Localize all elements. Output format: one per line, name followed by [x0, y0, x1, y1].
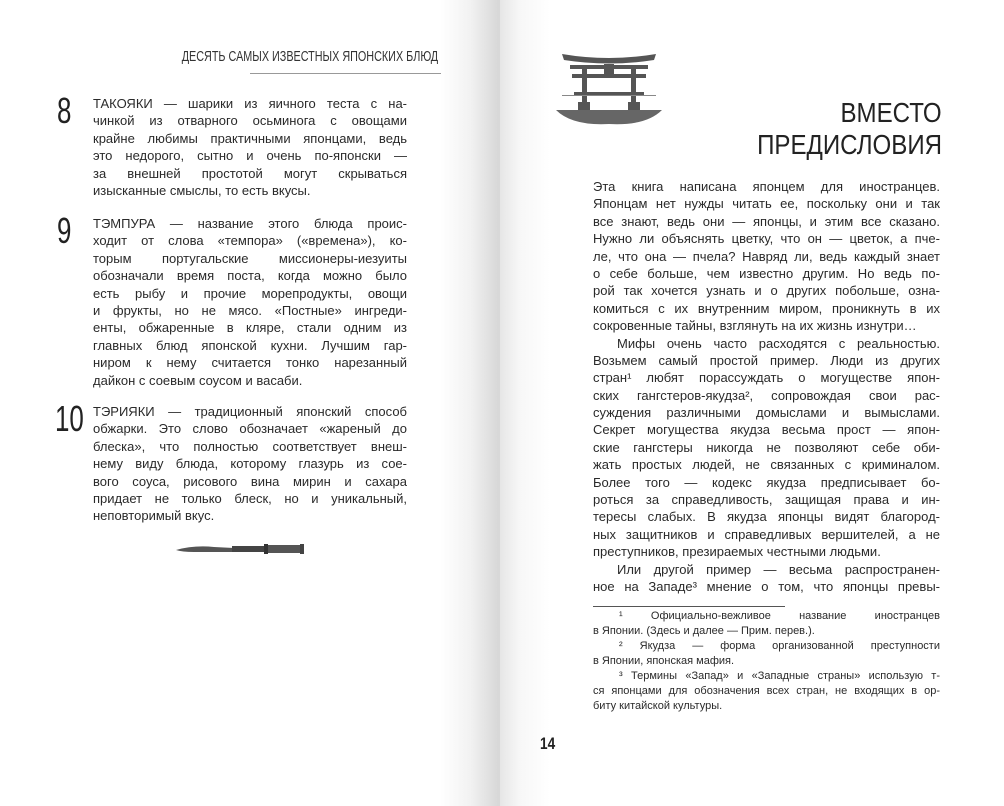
text-line: Более того — кодекс якудза предписывает бо- — [593, 474, 940, 490]
text-line: Нужно ли объяснять цветку, что он — цветок, а пче- — [593, 231, 940, 247]
text-line: Японцам нет нужды читать ее, поскольку они и так — [593, 196, 940, 212]
text-line: это недорого, сытно и очень по-японски — — [93, 148, 407, 164]
footnote-line: в Японии. (Здесь и далее — Прим. перев.). — [593, 625, 815, 637]
body-text — [593, 178, 940, 595]
text-line: обозначали время поста, когда можно было — [93, 268, 407, 284]
text-line: неповторимый вкус. — [93, 508, 215, 524]
footnote-line: биту китайской культуры. — [593, 700, 723, 712]
text-line: о себе больше, чем известно другим. Но ведь по- — [593, 265, 940, 281]
text-line: есть рыбу и прочие морепродукты, овощи — [93, 285, 407, 301]
text-line: блеска», что полностью соответствует внеш- — [93, 438, 407, 454]
text-line: чинкой из отварного осьминога с овощами — [93, 113, 407, 129]
text-line: жать простых людей, не связанных с криминалом. — [593, 457, 940, 473]
dish-description — [93, 95, 407, 199]
text-line: ских гангстеров-якудза², сопровождая свои рас- — [593, 387, 940, 403]
text-line: крайне любимы практичными японцами, ведь — [93, 130, 407, 146]
text-line: стран¹ любят порассуждать о могуществе япон- — [593, 370, 940, 386]
footnote-line: ся японцами для обозначения всех стран, не входящих в ор- — [593, 685, 940, 697]
text-line: ных защитников и справедливых вершителей, а не — [593, 526, 940, 542]
text-line: ТЭРИЯКИ — традиционный японский способ — [93, 404, 407, 419]
footnote-line: в Японии, японская мафия. — [593, 655, 735, 667]
text-line: придает не только блеск, но и уникальный, — [93, 490, 407, 506]
text-line: Или другой пример — весьма распространен- — [617, 561, 940, 577]
text-line: комиться с их внутренним миром, проникнуть в их — [593, 300, 940, 316]
knife-icon — [174, 542, 306, 556]
item-number: 10 — [55, 398, 84, 439]
text-line: ТЭМПУРА — название этого блюда проис- — [93, 216, 407, 231]
text-line: и фрукты, но не мясо. «Постные» ингреди- — [93, 302, 407, 318]
text-line: дайкон с соевым соусом и васаби. — [93, 372, 303, 388]
left-page — [0, 0, 500, 806]
text-line: вого соуса, рисового вина мирин и сахара — [93, 473, 407, 489]
text-line: ТАКОЯКИ — шарики из яичного теста с на- — [93, 96, 407, 111]
text-line: ниром к нему считается тонко нарезанный — [93, 355, 407, 371]
text-line: нему виду блюда, которому глазурь из сое- — [93, 456, 407, 472]
chapter-title-line-2: ПРЕДИСЛОВИЯ — [757, 129, 942, 160]
text-line: сокровенные тайны, взглянуть на их жизнь изнутри… — [593, 318, 917, 334]
text-line: енты, обжаренные в кляре, стали одним из — [93, 320, 407, 336]
footnote-line: ¹ Официально-вежливое название иностранцев — [619, 610, 940, 622]
text-line: суждения различными домыслами и вымыслами. — [593, 405, 940, 421]
text-line: Возьмем самый простой пример. Люди из других — [593, 352, 940, 368]
text-line: главных блюд японской кухни. Лучшим гар- — [93, 337, 407, 353]
text-line: торым португальские миссионеры-иезуиты — [93, 250, 407, 266]
footnote-line: ³ Термины «Запад» и «Западные страны» использую т- — [619, 670, 940, 682]
text-line: ное на Западе³ мнение о том, что японцы превы- — [593, 578, 940, 594]
footnote-rule — [593, 606, 785, 607]
text-line: Мифы очень часто расходятся с реальностью. — [617, 335, 940, 351]
item-number: 8 — [57, 90, 72, 131]
item-number: 9 — [57, 210, 72, 251]
text-line: рой так хочется узнать и о других побольше, озна- — [593, 283, 940, 299]
torii-gate-icon — [556, 50, 662, 132]
chapter-title-line-1: ВМЕСТО — [840, 97, 942, 128]
text-line: роться за справедливость, защищая права и ин- — [593, 492, 940, 508]
footnote-line: ² Якудза — форма организованной преступности — [619, 640, 940, 652]
text-line: за внешней простотой могут скрываться — [93, 165, 407, 181]
running-head-rule — [250, 73, 441, 74]
footnotes — [593, 609, 940, 714]
text-line: Секрет могущества якудза весьма прост — япон- — [593, 422, 940, 438]
text-line: обжарки. Это слово обозначает «жареный до — [93, 421, 407, 437]
text-line: изысканные смыслы, то есть вкусы. — [93, 182, 311, 198]
text-line: ходит от слова «темпора» («времена»), ко- — [93, 233, 407, 249]
text-line: преступников, презираемых честными людьми. — [593, 544, 881, 560]
dish-description — [93, 403, 407, 525]
text-line: тересы слабых. В якудза японцы видят благород- — [593, 509, 940, 525]
text-line: ле, что она — пчела? Навряд ли, ведь каждый знает — [593, 248, 940, 264]
page-number: 14 — [540, 734, 556, 753]
running-head: ДЕСЯТЬ САМЫХ ИЗВЕСТНЫХ ЯПОНСКИХ БЛЮД — [181, 48, 438, 65]
text-line: Эта книга написана японцем для иностранцев. — [593, 179, 940, 194]
text-line: ские гангстеры никогда не позволяют себе оби- — [593, 439, 940, 455]
text-line: все знают, ведь они — японцы, и этим все сказано. — [593, 213, 940, 229]
dish-description — [93, 215, 407, 389]
